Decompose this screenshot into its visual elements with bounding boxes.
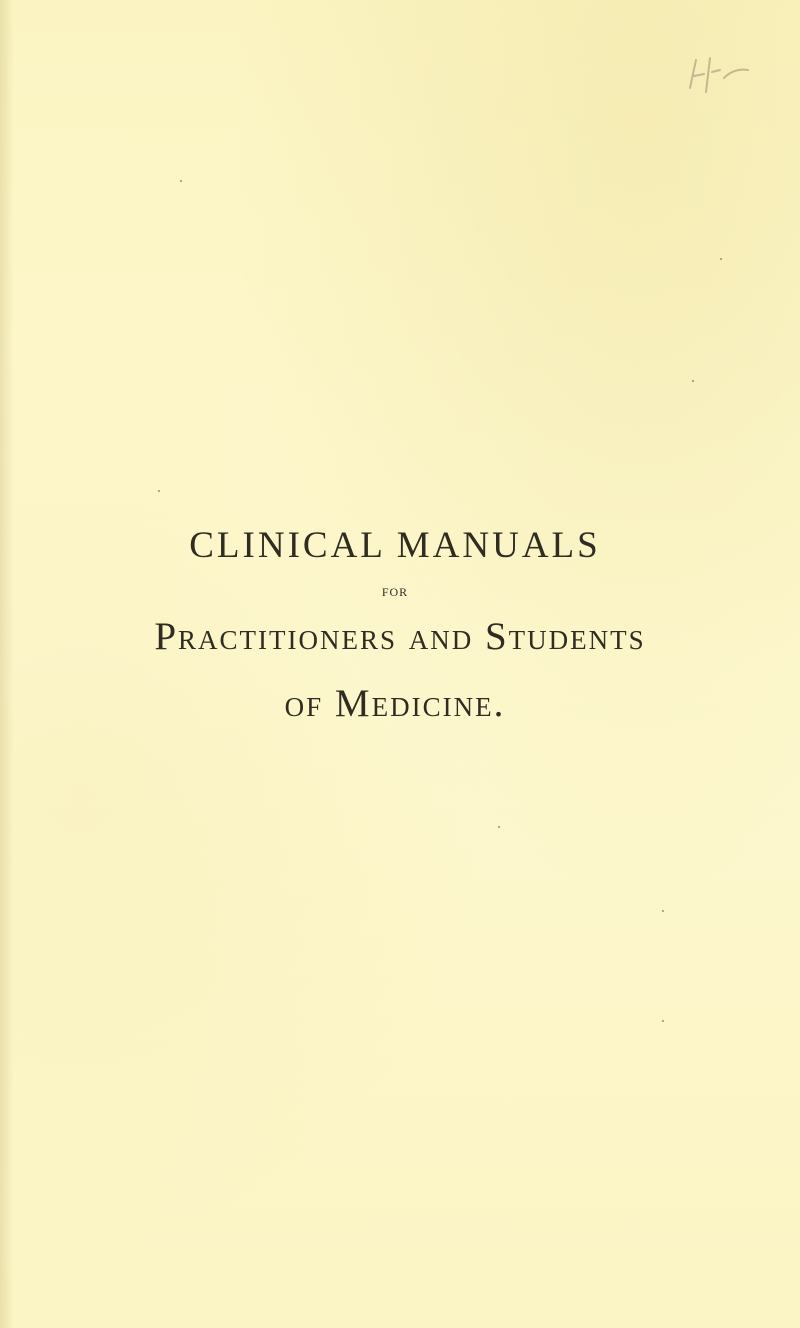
subject-line: of Medicine.: [284, 682, 506, 725]
audience-line: Practitioners and Students: [154, 615, 646, 658]
paper-speck: [158, 490, 160, 492]
paper-speck: [498, 826, 500, 828]
paper-speck: [720, 258, 722, 260]
page-edge-shadow: [0, 0, 14, 1328]
paper-speck: [692, 380, 694, 382]
connector-word: FOR: [381, 585, 409, 599]
paper-speck: [662, 910, 664, 912]
paper-speck: [662, 1020, 664, 1022]
pencil-scribble-mark: [660, 48, 760, 118]
paper-speck: [180, 180, 182, 182]
series-title: CLINICAL MANUALS: [189, 525, 601, 566]
